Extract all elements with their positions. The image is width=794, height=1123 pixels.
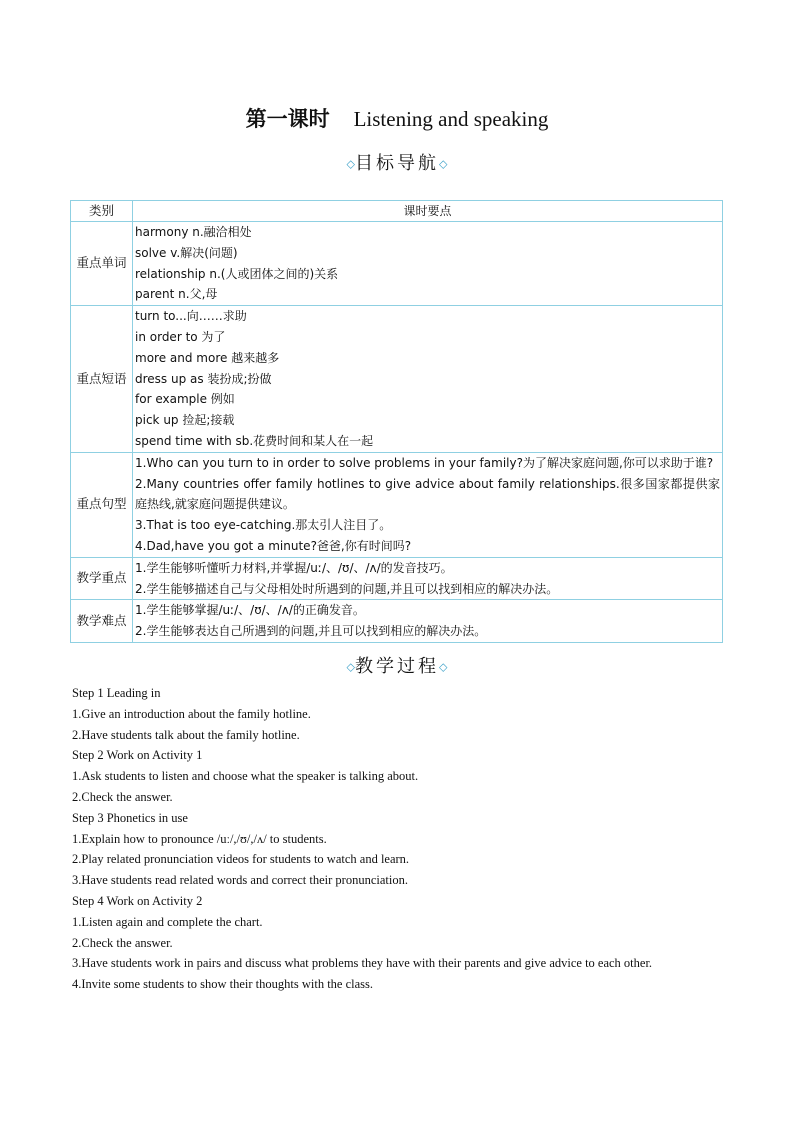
table-row	[71, 557, 723, 600]
process-line: 2.Check the answer.	[72, 789, 173, 804]
content-line: 2.学生能够表达自己所遇到的问题,并且可以找到相应的解决办法。	[135, 624, 487, 639]
process-line: 1.Give an introduction about the family hotline.	[72, 706, 311, 721]
row-category: 教学重点	[71, 557, 133, 600]
page-title	[0, 103, 794, 133]
content-line: relationship n.(人或团体之间的)关系	[135, 266, 339, 281]
table-header-points: 课时要点	[133, 201, 723, 222]
row-content	[133, 452, 723, 557]
content-line: 1.学生能够听懂听力材料,并掌握/uː/、/ʊ/、/ʌ/的发音技巧。	[135, 560, 453, 575]
row-content	[133, 557, 723, 600]
content-line: in order to 为了	[135, 329, 226, 344]
content-line: 1.学生能够掌握/uː/、/ʊ/、/ʌ/的正确发音。	[135, 603, 365, 618]
row-category: 重点单词	[71, 222, 133, 306]
table-header-row	[71, 201, 723, 222]
step-heading: Step 3 Phonetics in use	[72, 810, 188, 825]
table-row	[71, 222, 723, 306]
process-line: 2.Have students talk about the family hotline.	[72, 727, 300, 742]
row-category: 教学难点	[71, 600, 133, 643]
content-line: pick up 捡起;接载	[135, 413, 235, 428]
step-heading: Step 1 Leading in	[72, 686, 161, 700]
content-line: 2.Many countries offer family hotlines to give advice about family relationships.很多国家都提供家庭热线,就家庭问题提供建议。	[135, 476, 720, 512]
diamond-icon: ◇	[439, 660, 448, 674]
content-line: 2.学生能够描述自己与父母相处时所遇到的问题,并且可以找到相应的解决办法。	[135, 581, 559, 596]
diamond-icon: ◇	[439, 157, 448, 171]
process-line: 2.Check the answer.	[72, 935, 173, 950]
table-row	[71, 306, 723, 453]
section-heading-goals	[0, 149, 794, 175]
content-line: more and more 越来越多	[135, 350, 280, 365]
section-heading-process	[0, 652, 794, 678]
content-line: solve v.解决(问题)	[135, 245, 238, 260]
row-category: 重点句型	[71, 452, 133, 557]
process-line: 1.Ask students to listen and choose what the speaker is talking about.	[72, 769, 419, 784]
content-line: 4.Dad,have you got a minute?爸爸,你有时间吗?	[135, 538, 412, 553]
step-heading: Step 2 Work on Activity 1	[72, 748, 203, 763]
content-line: for example 例如	[135, 392, 235, 407]
diamond-icon: ◇	[346, 157, 355, 171]
step-heading: Step 4 Work on Activity 2	[72, 893, 203, 908]
lesson-points-table	[70, 200, 723, 643]
row-content	[133, 222, 723, 306]
title-chinese: 第一课时	[245, 107, 330, 131]
table-row	[71, 452, 723, 557]
content-line: turn to...向……求助	[135, 309, 247, 324]
table-row	[71, 600, 723, 643]
process-line: 1.Listen again and complete the chart.	[72, 914, 263, 929]
teaching-process	[72, 683, 722, 995]
row-content	[133, 600, 723, 643]
process-line: 3.Have students work in pairs and discuss what problems they have with their parents and give advice to each other.	[72, 956, 653, 971]
row-category: 重点短语	[71, 306, 133, 453]
section-heading-label: 目标导航	[355, 153, 439, 174]
process-line: 4.Invite some students to show their thoughts with the class.	[72, 977, 374, 992]
process-line: 3.Have students read related words and correct their pronunciation.	[72, 873, 408, 888]
content-line: 1.Who can you turn to in order to solve problems in your family?为了解决家庭问题,你可以求助于谁?	[135, 455, 714, 470]
section-heading-label: 教学过程	[355, 656, 439, 677]
row-content	[133, 306, 723, 453]
table-header-category: 类别	[71, 201, 133, 222]
process-line: 2.Play related pronunciation videos for students to watch and learn.	[72, 852, 410, 867]
process-line: 1.Explain how to pronounce /uː/,/ʊ/,/ʌ/ to students.	[72, 831, 327, 846]
diamond-icon: ◇	[346, 660, 355, 674]
title-english: Listening and speaking	[353, 107, 549, 131]
content-line: spend time with sb.花费时间和某人在一起	[135, 433, 374, 448]
content-line: harmony n.融洽相处	[135, 225, 252, 239]
content-line: 3.That is too eye-catching.那太引人注目了。	[135, 518, 392, 533]
content-line: parent n.父,母	[135, 287, 218, 302]
content-line: dress up as 装扮成;扮做	[135, 371, 272, 386]
